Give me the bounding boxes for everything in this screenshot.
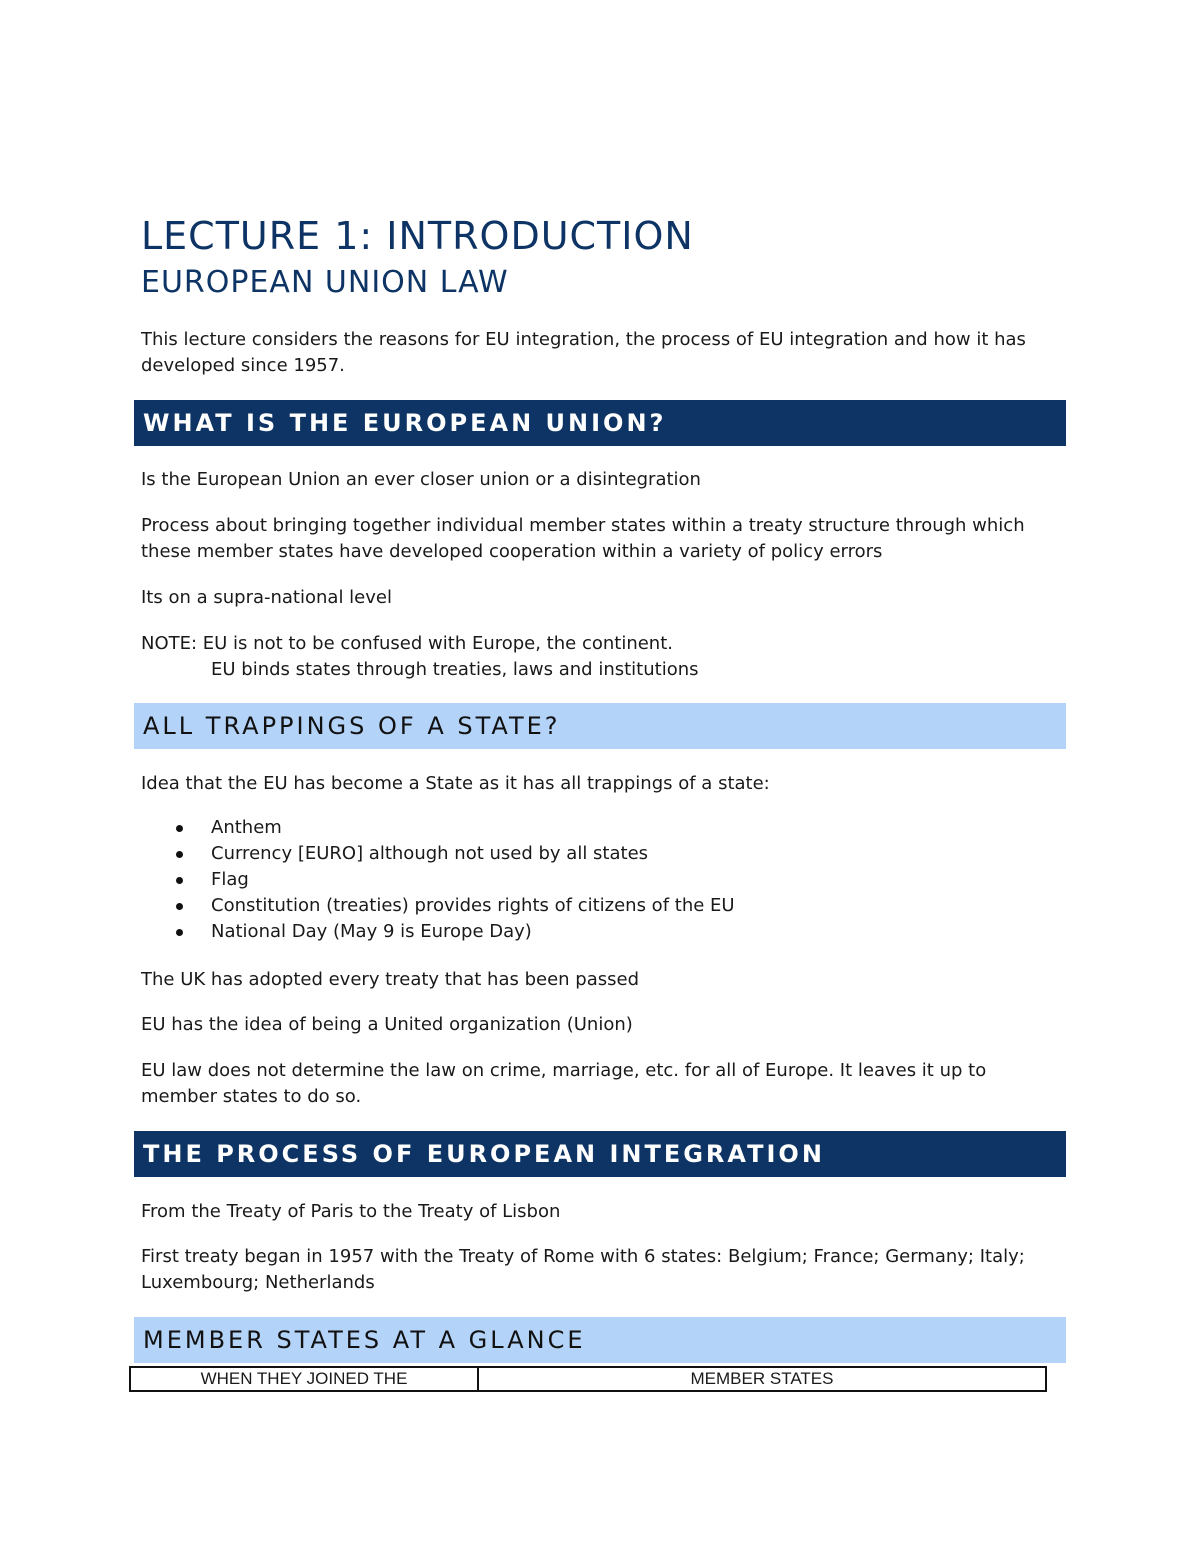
paragraph: First treaty began in 1957 with the Treaty of Rome with 6 states: Belgium; France; Germany; Italy; Luxembourg; Netherlands — [141, 1246, 1025, 1293]
bullet-icon — [176, 851, 183, 858]
list-item-text: Anthem — [211, 817, 282, 838]
list-item-text: Currency [EURO] although not used by all states — [211, 843, 649, 864]
list-item — [141, 815, 735, 841]
bullet-icon — [176, 825, 183, 832]
list-item-text: Constitution (treaties) provides rights of citizens of the EU — [211, 895, 735, 916]
list-item — [141, 893, 735, 919]
note-line: NOTE: EU is not to be confused with Europe, the continent. — [141, 633, 673, 654]
trappings-list — [141, 815, 735, 945]
paragraph: Is the European Union an ever closer union or a disintegration — [141, 469, 701, 490]
section-heading-trappings: ALL TRAPPINGS OF A STATE? — [134, 703, 1066, 749]
table-header-cell: WHEN THEY JOINED THE — [131, 1368, 479, 1390]
paragraph: EU has the idea of being a United organization (Union) — [141, 1014, 633, 1035]
section-heading-member-states: MEMBER STATES AT A GLANCE — [134, 1317, 1066, 1363]
table-header-cell: MEMBER STATES — [690, 1369, 834, 1388]
paragraph: Idea that the EU has become a State as it has all trappings of a state: — [141, 773, 770, 794]
list-item — [141, 919, 735, 945]
lecture-subtitle: EUROPEAN UNION LAW — [141, 265, 509, 300]
note-line: EU binds states through treaties, laws and institutions — [211, 659, 699, 680]
paragraph: From the Treaty of Paris to the Treaty of Lisbon — [141, 1201, 561, 1222]
section-heading-process: THE PROCESS OF EUROPEAN INTEGRATION — [134, 1131, 1066, 1177]
paragraph: Process about bringing together individual member states within a treaty structure through which these member states have developed cooperation within a variety of policy errors — [141, 515, 1025, 562]
bullet-icon — [176, 903, 183, 910]
paragraph: EU law does not determine the law on crime, marriage, etc. for all of Europe. It leaves it up to member states to do so. — [141, 1060, 987, 1107]
lecture-title: LECTURE 1: INTRODUCTION — [141, 214, 694, 258]
list-item-text: Flag — [211, 869, 249, 890]
list-item — [141, 867, 735, 893]
list-item — [141, 841, 735, 867]
section-heading-what-is-eu: WHAT IS THE EUROPEAN UNION? — [134, 400, 1066, 446]
bullet-icon — [176, 877, 183, 884]
list-item-text: National Day (May 9 is Europe Day) — [211, 921, 532, 942]
paragraph: Its on a supra-national level — [141, 587, 392, 608]
intro-paragraph: This lecture considers the reasons for EU integration, the process of EU integration and how it has developed since 1957. — [141, 329, 1026, 376]
member-states-table — [129, 1366, 1047, 1392]
paragraph: The UK has adopted every treaty that has been passed — [141, 969, 640, 990]
bullet-icon — [176, 929, 183, 936]
